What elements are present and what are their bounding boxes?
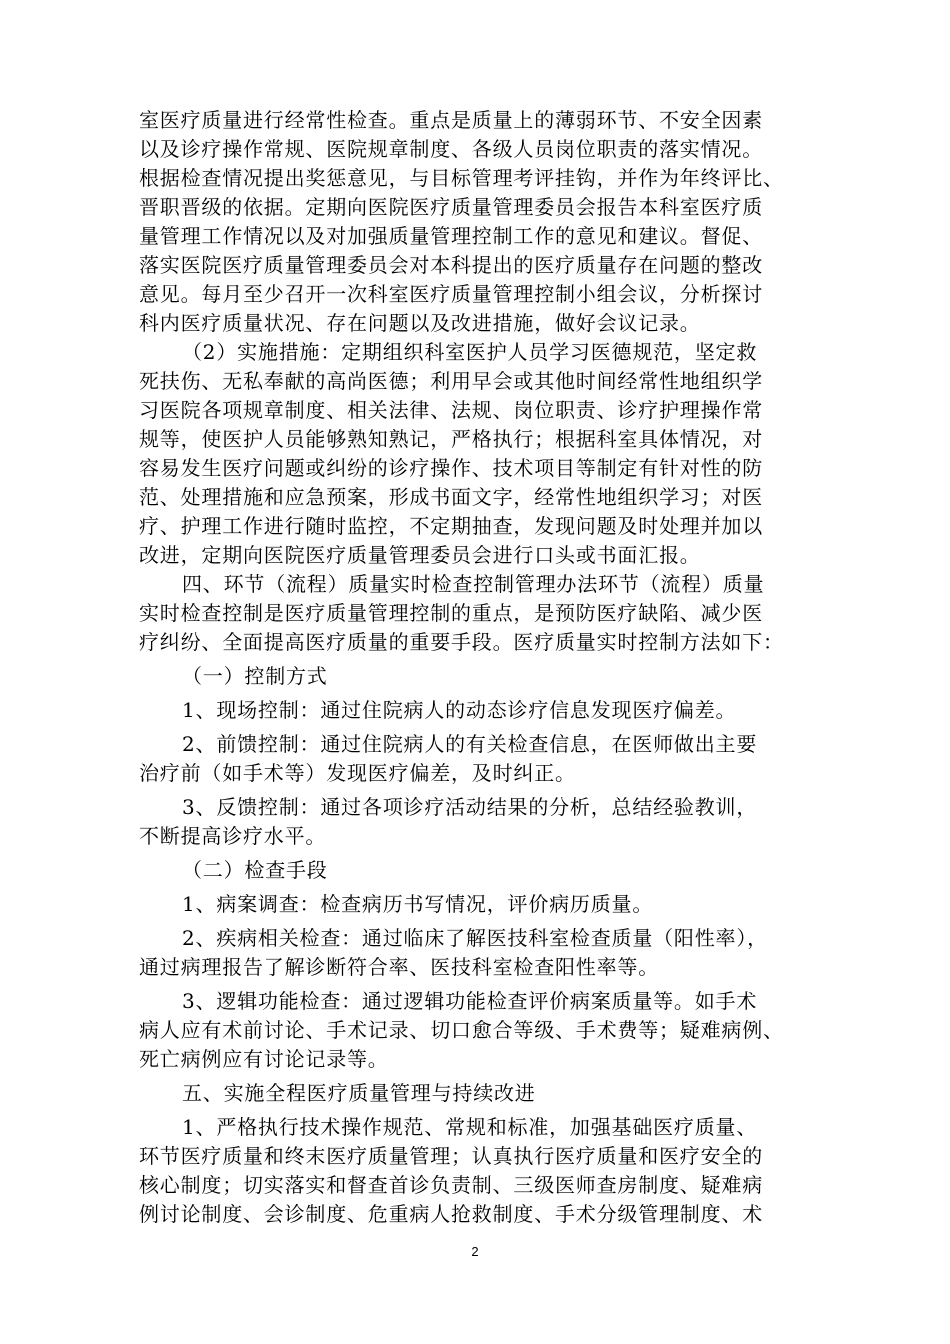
text-line: 1、严格执行技术操作规范、常规和标准，加强基础医疗质量、 <box>182 1115 758 1139</box>
section-heading: （一）控制方式 <box>182 664 328 688</box>
text-line: 范、处理措施和应急预案，形成书面文字，经常性地组织学习；对医 <box>139 485 763 509</box>
text-line: 3、反馈控制：通过各项诊疗活动结果的分析，总结经验教训， <box>182 795 758 819</box>
text-line: 量管理工作情况以及对加强质量管理控制工作的意见和建议。督促、 <box>139 224 763 248</box>
text-line: 晋职晋级的依据。定期向医院医疗质量管理委员会报告本科室医疗质 <box>139 195 763 219</box>
text-line: 死亡病例应有讨论记录等。 <box>139 1047 389 1071</box>
text-line: 1、病案调查：检查病历书写情况，评价病历质量。 <box>182 892 654 916</box>
text-line: 改进，定期向医院医疗质量管理委员会进行口头或书面汇报。 <box>139 543 701 567</box>
page-number: 2 <box>471 1244 479 1259</box>
text-line: 根据检查情况提出奖惩意见，与目标管理考评挂钩，并作为年终评比、 <box>139 166 784 190</box>
text-line: 科内医疗质量状况、存在问题以及改进措施，做好会议记录。 <box>139 311 701 335</box>
text-line: 四、环节（流程）质量实时检查控制管理办法环节（流程）质量 <box>182 572 765 596</box>
text-line: 以及诊疗操作常规、医院规章制度、各级人员岗位职责的落实情况。 <box>139 137 763 161</box>
text-line: 治疗前（如手术等）发现医疗偏差，及时纠正。 <box>139 761 576 785</box>
text-line: 疗纠纷、全面提高医疗质量的重要手段。医疗质量实时控制方法如下： <box>139 630 784 654</box>
text-line: 环节医疗质量和终末医疗质量管理；认真执行医疗质量和医疗安全的 <box>139 1144 763 1168</box>
text-line: 例讨论制度、会诊制度、危重病人抢救制度、手术分级管理制度、术 <box>139 1202 763 1226</box>
text-line: 病人应有术前讨论、手术记录、切口愈合等级、手术费等；疑难病例、 <box>139 1018 784 1042</box>
section-heading: （二）检查手段 <box>182 858 328 882</box>
text-line: 2、前馈控制：通过住院病人的有关检查信息，在医师做出主要 <box>182 732 758 756</box>
text-line: 习医院各项规章制度、相关法律、法规、岗位职责、诊疗护理操作常 <box>139 398 763 422</box>
text-line: 不断提高诊疗水平。 <box>139 824 327 848</box>
text-line: 意见。每月至少召开一次科室医疗质量管理控制小组会议，分析探讨 <box>139 282 763 306</box>
text-line: （2）实施措施：定期组织科室医护人员学习医德规范，坚定救 <box>182 340 758 364</box>
text-line: 疗、护理工作进行随时监控，不定期抽查，发现问题及时处理并加以 <box>139 514 763 538</box>
text-line: 室医疗质量进行经常性检查。重点是质量上的薄弱环节、不安全因素 <box>139 108 763 132</box>
text-line: 死扶伤、无私奉献的高尚医德；利用早会或其他时间经常性地组织学 <box>139 369 763 393</box>
text-line: 1、现场控制：通过住院病人的动态诊疗信息发现医疗偏差。 <box>182 698 737 722</box>
text-line: 3、逻辑功能检查：通过逻辑功能检查评价病案质量等。如手术 <box>182 989 758 1013</box>
text-line: 2、疾病相关检查：通过临床了解医技科室检查质量（阳性率）， <box>182 926 768 950</box>
text-line: 落实医院医疗质量管理委员会对本科提出的医疗质量存在问题的整改 <box>139 253 763 277</box>
text-line: 规等，使医护人员能够熟知熟记，严格执行；根据科室具体情况，对 <box>139 427 763 451</box>
text-line: 通过病理报告了解诊断符合率、医技科室检查阳性率等。 <box>139 955 659 979</box>
text-line: 核心制度；切实落实和督查首诊负责制、三级医师查房制度、疑难病 <box>139 1173 763 1197</box>
document-body <box>139 106 823 1229</box>
text-line: 实时检查控制是医疗质量管理控制的重点，是预防医疗缺陷、减少医 <box>139 601 763 625</box>
section-heading: 五、实施全程医疗质量管理与持续改进 <box>182 1081 536 1105</box>
text-line: 容易发生医疗问题或纠纷的诊疗操作、技术项目等制定有针对性的防 <box>139 456 763 480</box>
